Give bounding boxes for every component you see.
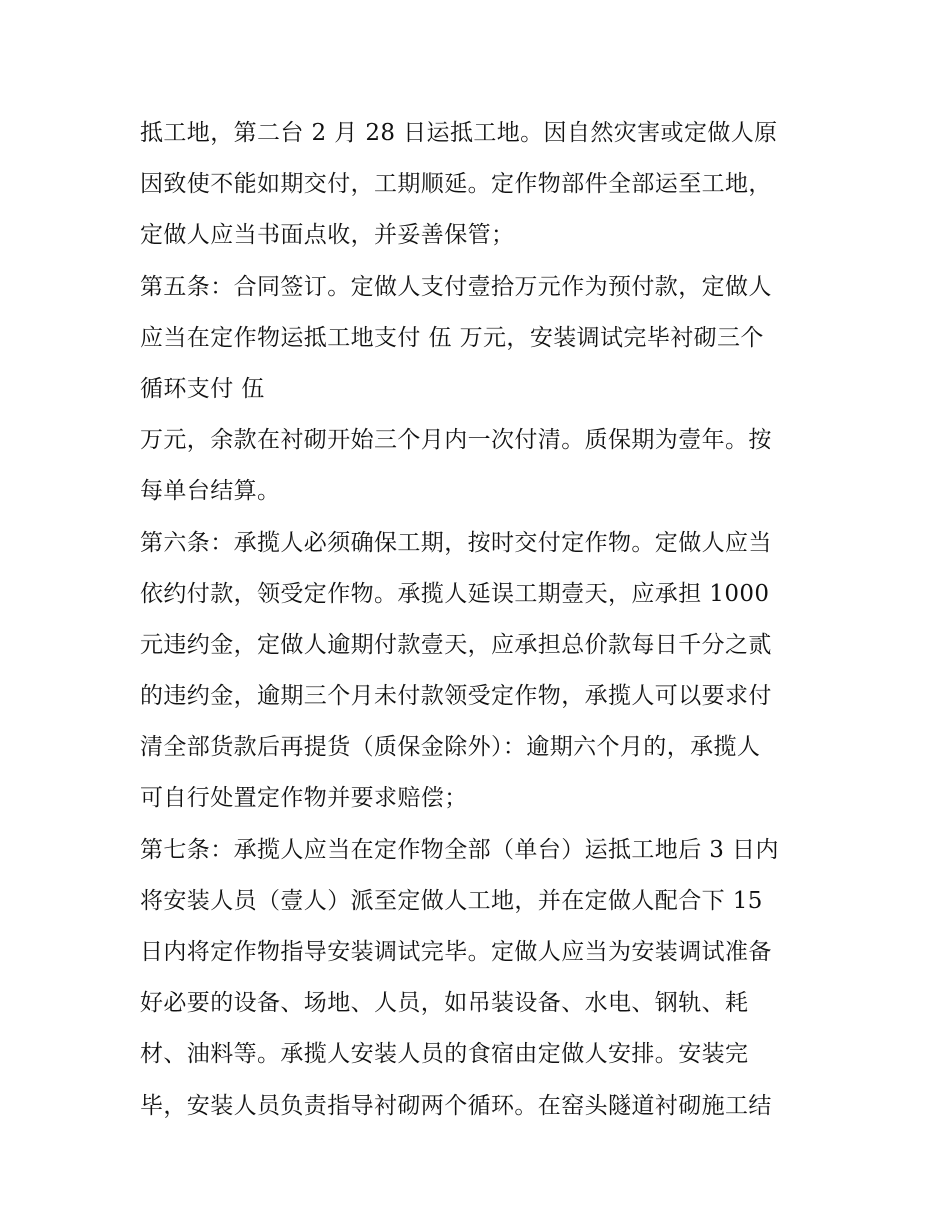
contract-text-body: [140, 108, 830, 1132]
text-line: 定做人应当书面点收，并妥善保管；: [140, 222, 515, 249]
text-line: 应当在定作物运抵工地支付 伍 万元，安装调试完毕衬砌三个: [140, 324, 764, 351]
text-line: 第六条：承揽人必须确保工期，按时交付定作物。定做人应当: [140, 529, 772, 556]
text-line: 日内将定作物指导安装调试完毕。定做人应当为安装调试准备: [140, 939, 772, 965]
text-line: 材、油料等。承揽人安装人员的食宿由定做人安排。安装完: [140, 1041, 749, 1068]
text-line: 第五条：合同签订。定做人支付壹拾万元作为预付款，定做人: [140, 273, 772, 300]
text-line: 抵工地，第二台 2 月 28 日运抵工地。因自然灾害或定做人原: [140, 120, 778, 146]
text-line: 清全部货款后再提货（质保金除外）：逾期六个月的，承揽人: [140, 734, 761, 761]
text-line: 毕，安装人员负责指导衬砌两个循环。在窑头隧道衬砌施工结: [140, 1092, 772, 1119]
text-line: 万元，余款在衬砌开始三个月内一次付清。质保期为壹年。按: [140, 427, 772, 454]
text-line: 的违约金，逾期三个月未付款领受定作物，承揽人可以要求付: [140, 683, 772, 710]
text-line: 元违约金，定做人逾期付款壹天，应承担总价款每日千分之贰: [140, 631, 772, 658]
text-line: 依约付款，领受定作物。承揽人延误工期壹天，应承担 1000: [140, 580, 770, 607]
text-line: 每单台结算。: [140, 478, 281, 505]
text-line: 可自行处置定作物并要求赔偿；: [140, 785, 468, 812]
text-line: 循环支付 伍: [140, 375, 265, 402]
text-line: 因致使不能如期交付，工期顺延。定作物部件全部运至工地，: [140, 171, 772, 198]
text-line: 将安装人员（壹人）派至定做人工地，并在定做人配合下 15: [140, 887, 763, 914]
text-line: 好必要的设备、场地、人员，如吊装设备、水电、钢轨、耗: [140, 990, 749, 1017]
text-line: 第七条：承揽人应当在定作物全部（单台）运抵工地后 3 日内: [140, 836, 779, 863]
